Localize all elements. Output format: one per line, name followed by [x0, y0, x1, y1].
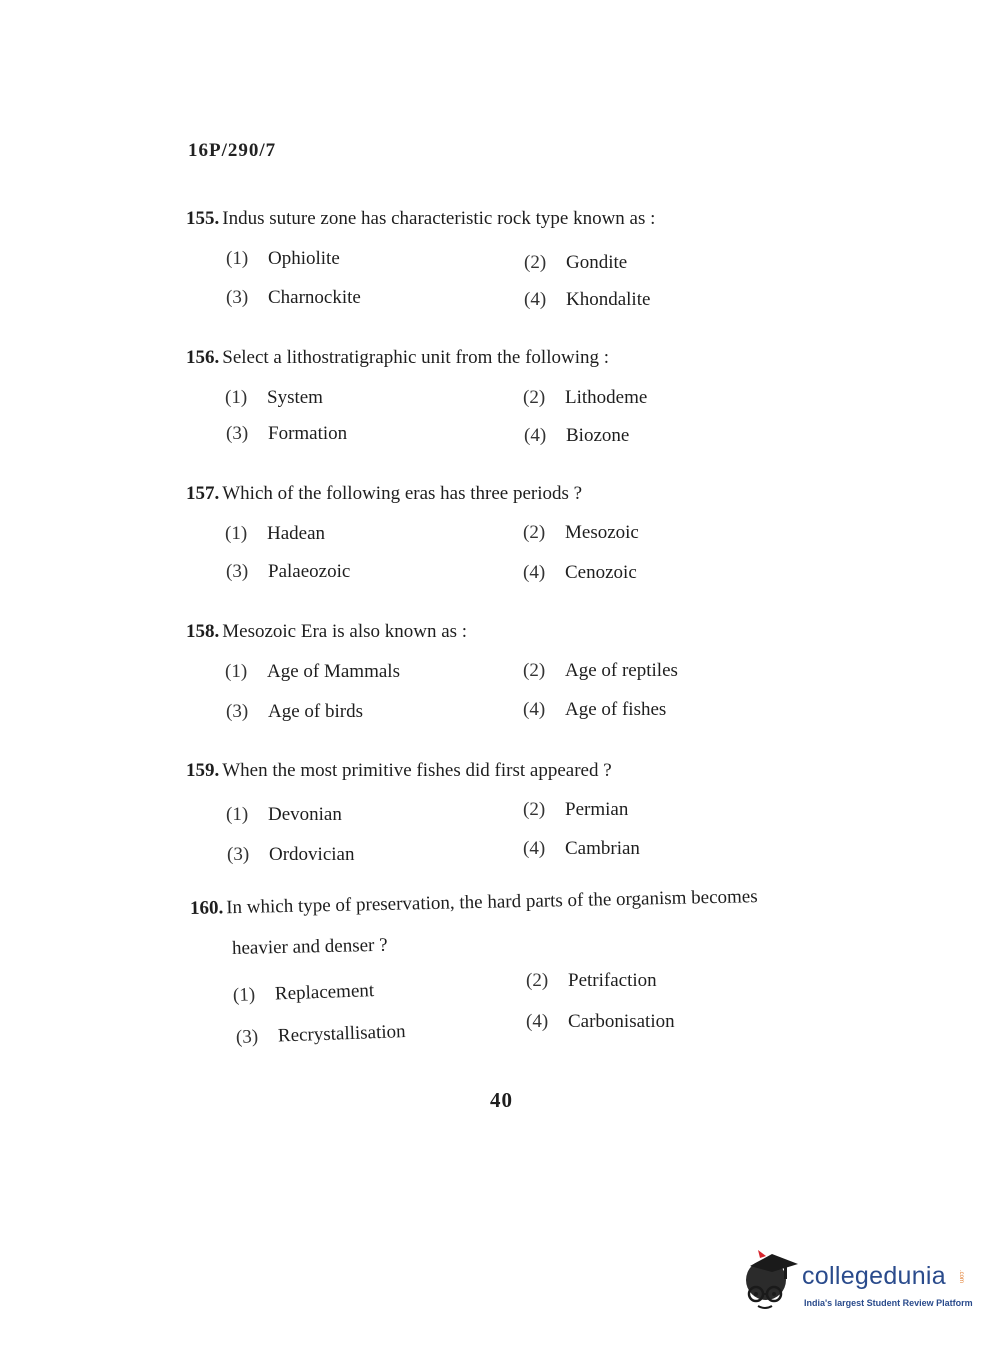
question-159: [186, 760, 612, 782]
question-text: In which type of preservation, the hard parts of the organism becomes: [226, 886, 758, 919]
option-4: (4) Cambrian: [523, 838, 640, 859]
option-3: (3) Recrystallisation: [235, 1021, 406, 1048]
question-157: [186, 483, 582, 505]
question-155: [186, 208, 655, 230]
question-number: 159.: [186, 760, 220, 781]
option-1: (1) Ophiolite: [226, 248, 340, 269]
option-2: (2) Age of reptiles: [523, 660, 678, 681]
question-number: 155.: [186, 208, 220, 229]
option-4: (4) Khondalite: [524, 289, 651, 310]
option-4: (4) Age of fishes: [523, 699, 667, 720]
question-156: [186, 347, 609, 369]
question-text: Mesozoic Era is also known as :: [222, 621, 468, 642]
option-2: (2) Lithodeme: [523, 387, 648, 408]
question-number: 157.: [186, 483, 220, 504]
option-2: (2) Mesozoic: [523, 522, 639, 543]
option-1: (1) Age of Mammals: [225, 661, 400, 682]
question-text: Indus suture zone has characteristic rock type known as :: [222, 208, 656, 229]
option-2: (2) Permian: [523, 799, 629, 820]
question-text: Which of the following eras has three periods ?: [222, 483, 583, 504]
question-158: [186, 621, 467, 643]
mascot-icon: [742, 1248, 802, 1314]
option-4: (4) Biozone: [524, 425, 630, 446]
option-1: (1) Hadean: [225, 523, 326, 544]
option-4: (4) Cenozoic: [523, 562, 637, 583]
question-160: [190, 886, 758, 920]
logo-wordmark: collegedunia: [802, 1262, 946, 1290]
collegedunia-logo: [742, 1248, 972, 1318]
question-text: Select a lithostratigraphic unit from the following :: [222, 347, 610, 368]
option-3: (3) Age of birds: [226, 701, 363, 722]
option-3: (3) Ordovician: [227, 844, 355, 865]
page-number: 40: [490, 1088, 513, 1112]
logo-tagline: India's largest Student Review Platform: [804, 1298, 973, 1308]
question-160-continuation: heavier and denser ?: [231, 934, 388, 959]
option-1: (1) Devonian: [226, 804, 342, 825]
logo-suffix: .com: [958, 1270, 964, 1284]
question-number: 156.: [186, 347, 220, 368]
option-3: (3) Charnockite: [226, 287, 361, 308]
option-3: (3) Palaeozoic: [226, 561, 351, 582]
question-number: 160.: [189, 897, 224, 919]
option-2: (2) Gondite: [524, 252, 628, 273]
document-code: 16P/290/7: [188, 140, 277, 161]
question-number: 158.: [186, 621, 220, 642]
option-2: (2) Petrifaction: [526, 970, 657, 991]
option-1: (1) Replacement: [232, 980, 375, 1006]
option-4: (4) Carbonisation: [526, 1011, 675, 1032]
option-3: (3) Formation: [226, 423, 348, 444]
option-1: (1) System: [225, 387, 323, 408]
question-text: When the most primitive fishes did first appeared ?: [222, 760, 612, 781]
